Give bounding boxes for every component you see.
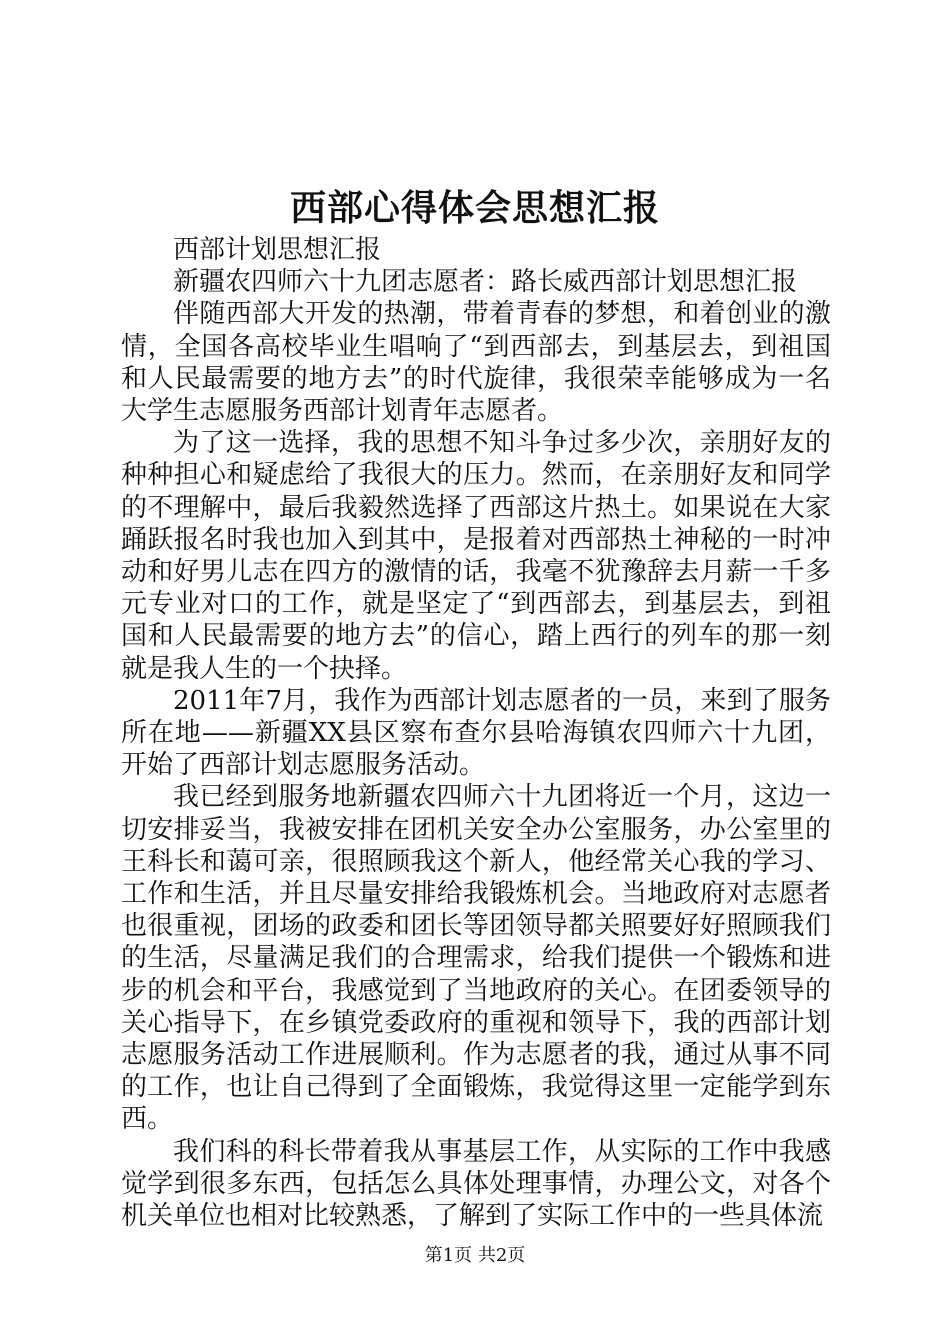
paragraph: 我们科的科长带着我从事基层工作，从实际的工作中我感觉学到很多东西，包括怎么具体处理事情，办理公文，对各个机关单位也相对比较熟悉，了解到了实际工作中的一些具体流 xyxy=(121,1136,831,1232)
paragraph: 2011年7月，我作为西部计划志愿者的一员，来到了服务所在地——新疆XX县区察布查尔县哈海镇农四师六十九团，开始了西部计划志愿服务活动。 xyxy=(121,685,831,781)
paragraph: 我已经到服务地新疆农四师六十九团将近一个月，这边一切安排妥当，我被安排在团机关安全办公室服务，办公室里的王科长和蔼可亲，很照顾我这个新人，他经常关心我的学习、工作和生活，并且尽量安排给我锻炼机会。当地政府对志愿者也很重视，团场的政委和团长等团领导都关照要好好照顾我们的生活，尽量满足我们的合理需求，给我们提供一个锻炼和进步的机会和平台，我感觉到了当地政府的关心。在团委领导的关心指导下，在乡镇党委政府的重视和领导下，我的西部计划志愿服务活动工作进展顺利。作为志愿者的我，通过从事不同的工作，也让自己得到了全面锻炼，我觉得这里一定能学到东西。 xyxy=(121,782,831,1135)
page-number-footer: 第1页 共2页 xyxy=(424,1245,526,1266)
paragraph: 为了这一选择，我的思想不知斗争过多少次，亲朋好友的种种担心和疑虑给了我很大的压力。然而，在亲朋好友和同学的不理解中，最后我毅然选择了西部这片热土。如果说在大家踊跃报名时我也加入到其中，是报着对西部热土神秘的一时冲动和好男儿志在四方的激情的话，我毫不犹豫辞去月薪一千多元专业对口的工作，就是坚定了“到西部去，到基层去，到祖国和人民最需要的地方去”的信心，踏上西行的列车的那一刻就是我人生的一个抉择。 xyxy=(121,428,831,684)
document-body xyxy=(121,234,831,1232)
document-title: 西部心得体会思想汇报 xyxy=(289,187,660,229)
paragraph: 伴随西部大开发的热潮，带着青春的梦想，和着创业的激情，全国各高校毕业生唱响了“到西部去，到基层去，到祖国和人民最需要的地方去”的时代旋律，我很荣幸能够成为一名大学生志愿服务西部计划青年志愿者。 xyxy=(121,299,831,427)
paragraph-subtitle: 西部计划思想汇报 xyxy=(173,235,382,265)
paragraph-author-line: 新疆农四师六十九团志愿者：路长威西部计划思想汇报 xyxy=(173,267,798,298)
